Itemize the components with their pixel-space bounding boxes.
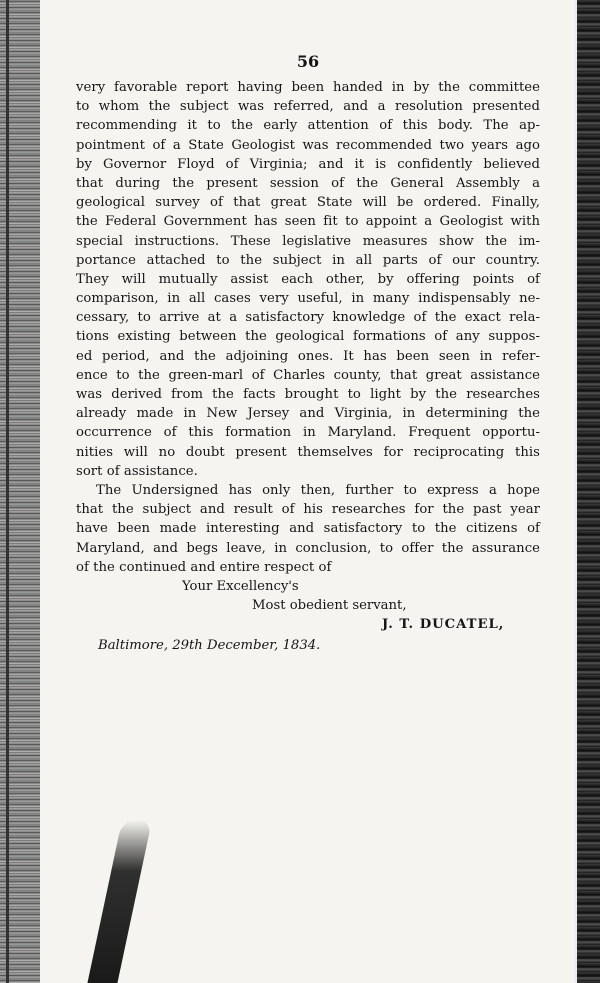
text-line: pointment of a State Geologist was recommended two years ago — [76, 137, 540, 153]
text-line: ed period, and the adjoining ones. It has been seen in refer- — [76, 348, 540, 364]
text-line: The Undersigned has only then, further to express a hope — [96, 482, 540, 498]
text-line: comparison, in all cases very useful, in many indispensably ne- — [76, 291, 540, 307]
text-line: tions existing between the geological formations of any suppos- — [76, 329, 540, 345]
text-line: very favorable report having been handed in by the committee — [76, 80, 540, 95]
text-line: have been made interesting and satisfactory to the citizens of — [76, 521, 540, 537]
page-edge-shadow — [574, 0, 600, 983]
text-line: portance attached to the subject in all parts of our country. — [76, 252, 540, 268]
text-line: cessary, to arrive at a satisfactory knowledge of the exact rela- — [76, 310, 540, 326]
page-number: 56 — [296, 52, 320, 71]
text-line: geological survey of that great State will be ordered. Finally, — [76, 195, 540, 211]
text-line: ence to the green-marl of Charles county, that great assistance — [76, 367, 540, 383]
text-line: nities will no doubt present themselves for reciprocating this — [76, 444, 540, 460]
text-line: special instructions. These legislative measures show the im- — [76, 233, 540, 249]
text-line: Maryland, and begs leave, in conclusion, to offer the assurance — [76, 540, 540, 556]
salutation: Your Excellency's — [182, 578, 299, 594]
dateline: Baltimore, 29th December, 1834. — [98, 638, 321, 654]
closing-paragraph — [76, 481, 540, 577]
text-line: occurrence of this formation in Maryland. Frequent opportu- — [76, 425, 540, 441]
text-line: the Federal Government has seen fit to appoint a Geologist with — [76, 214, 540, 230]
body-paragraph — [76, 78, 540, 481]
text-line: already made in New Jersey and Virginia, in determining the — [76, 406, 540, 422]
text-line: They will mutually assist each other, by offering points of — [76, 271, 540, 287]
text-line: that the subject and result of his researches for the past year — [76, 502, 540, 518]
text-line: of the continued and entire respect of — [76, 559, 332, 575]
text-line: was derived from the facts brought to light by the researches — [76, 387, 540, 402]
text-line: by Governor Floyd of Virginia; and it is confidently believed — [76, 156, 540, 172]
scan-artifact — [86, 820, 152, 983]
valediction: Most obedient servant, — [252, 598, 407, 614]
text-line: that during the present session of the General Assembly a — [76, 175, 540, 191]
signature: J. T. DUCATEL, — [382, 617, 505, 633]
text-line: to whom the subject was referred, and a resolution presented — [76, 99, 540, 115]
text-line: recommending it to the early attention of this body. The ap- — [76, 118, 540, 134]
text-line: sort of assistance. — [76, 463, 198, 479]
letter-text — [76, 50, 540, 658]
binding-edge — [0, 0, 40, 983]
